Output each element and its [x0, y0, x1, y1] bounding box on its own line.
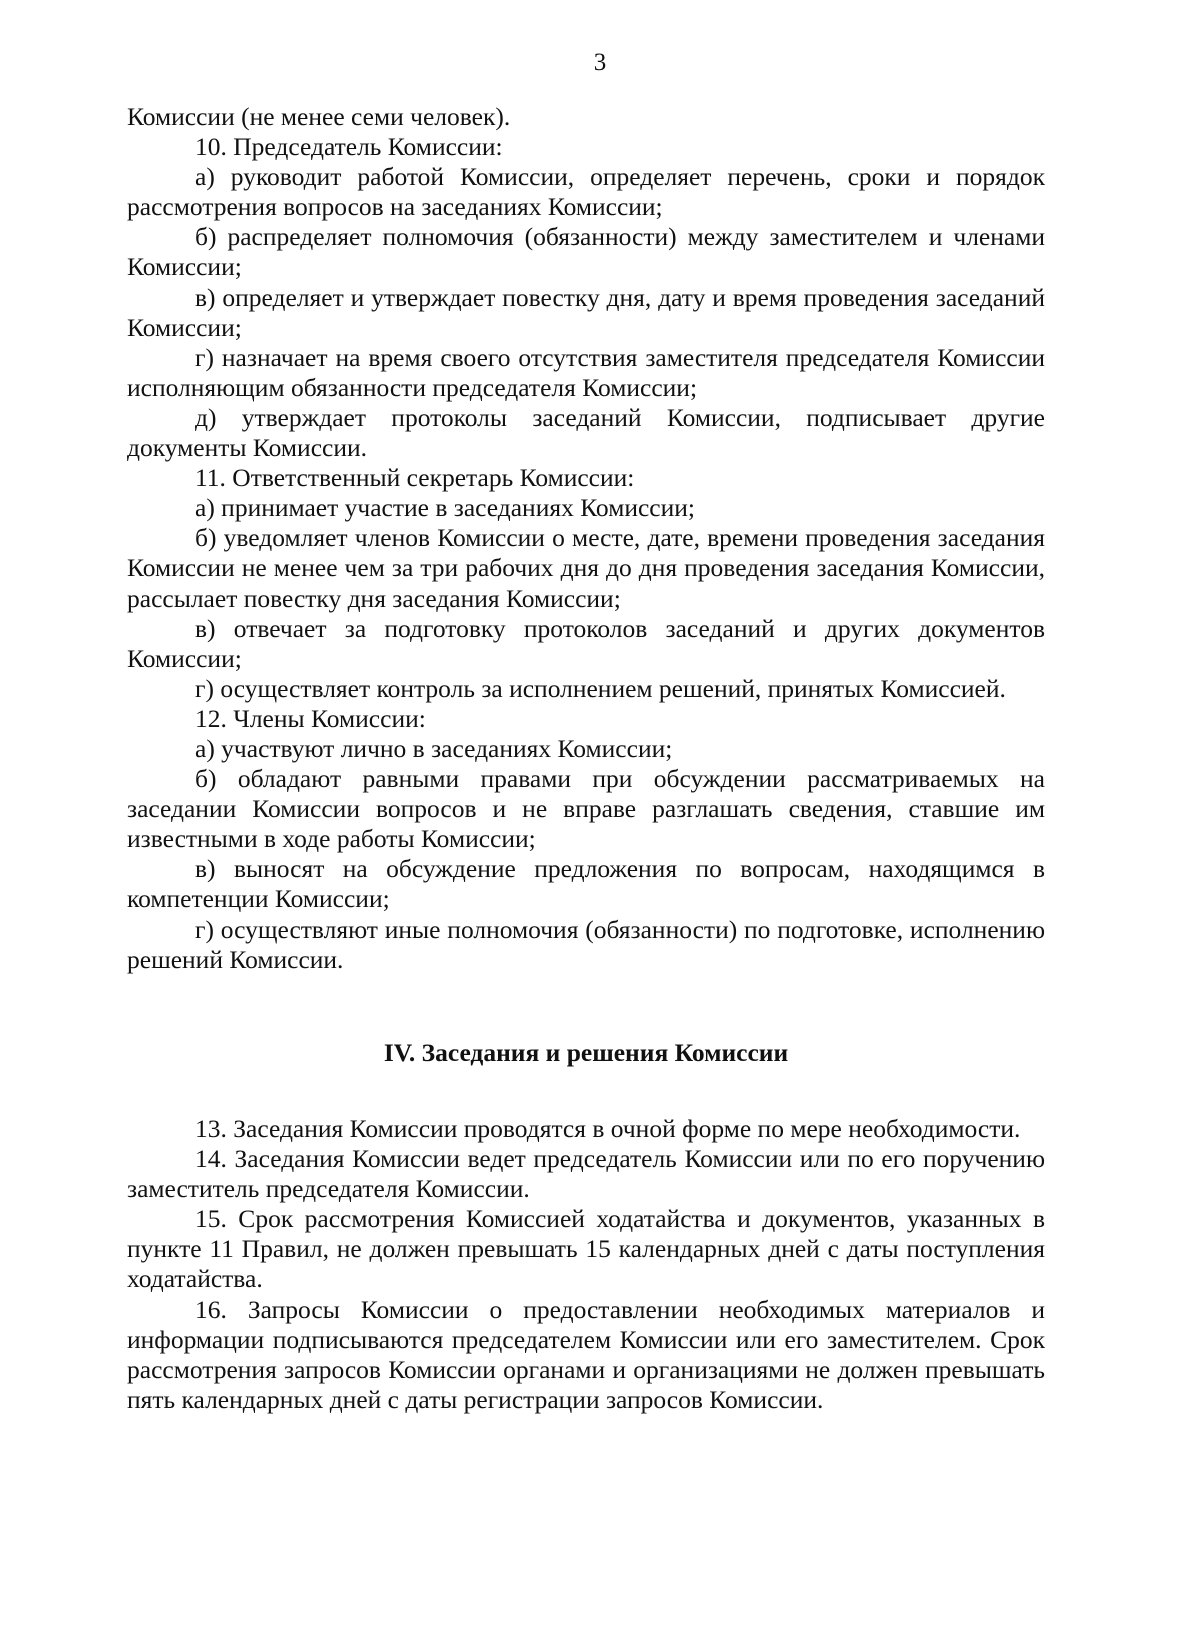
paragraph: а) принимает участие в заседаниях Комиссии;: [195, 493, 695, 523]
paragraph: а) участвуют лично в заседаниях Комиссии;: [195, 733, 673, 763]
paragraph: 11. Ответственный секретарь Комиссии:: [195, 463, 635, 493]
paragraph: Комиссии (не менее семи человек).: [127, 102, 511, 131]
body-text-lower: [127, 1114, 1045, 1415]
paragraph: в) определяет и утверждает повестку дня, дату и время проведения заседаний Комиссии;: [127, 282, 1045, 342]
paragraph: 16. Запросы Комиссии о предоставлении необходимых материалов и информации подписываются председателем Комиссии или его заместителем. Срок рассмотрения запросов Комиссии органами и организациями не должен превышать пять календарных дней с даты регистрации запросов Комиссии.: [127, 1294, 1045, 1414]
paragraph: 12. Члены Комиссии:: [195, 703, 426, 733]
paragraph: б) уведомляет членов Комиссии о месте, дате, времени проведения заседания Комиссии не менее чем за три рабочих дня до дня проведения заседания Комиссии, рассылает повестку дня заседания Комиссии;: [127, 523, 1045, 613]
paragraph: г) назначает на время своего отсутствия заместителя председателя Комиссии исполняющим обязанности председателя Комиссии;: [127, 342, 1045, 402]
paragraph: в) отвечает за подготовку протоколов заседаний и других документов Комиссии;: [127, 613, 1045, 673]
paragraph: д) утверждает протоколы заседаний Комиссии, подписывает другие документы Комиссии.: [127, 402, 1045, 463]
paragraph: 10. Председатель Комиссии:: [195, 132, 503, 162]
paragraph: в) выносят на обсуждение предложения по вопросам, находящимся в компетенции Комиссии;: [127, 854, 1045, 914]
section-heading: IV. Заседания и решения Комиссии: [383, 1038, 789, 1067]
paragraph: б) распределяет полномочия (обязанности) между заместителем и членами Комиссии;: [127, 222, 1045, 282]
paragraph: г) осуществляет контроль за исполнением решений, принятых Комиссией.: [195, 673, 1006, 703]
paragraph: б) обладают равными правами при обсуждении рассматриваемых на заседании Комиссии вопросов и не вправе разглашать сведения, ставшие им известными в ходе работы Комиссии;: [127, 764, 1045, 854]
paragraph: 13. Заседания Комиссии проводятся в очной форме по мере необходимости.: [195, 1114, 1021, 1143]
paragraph: г) осуществляют иные полномочия (обязанности) по подготовке, исполнению решений Комиссии.: [127, 914, 1045, 974]
body-text-upper: [127, 102, 1045, 975]
paragraph: 14. Заседания Комиссии ведет председатель Комиссии или по его поручению заместитель председателя Комиссии.: [127, 1144, 1045, 1204]
paragraph: а) руководит работой Комиссии, определяет перечень, сроки и порядок рассмотрения вопросов на заседаниях Комиссии;: [127, 162, 1045, 222]
page-number: 3: [593, 49, 607, 76]
paragraph: 15. Срок рассмотрения Комиссией ходатайства и документов, указанных в пункте 11 Правил, не должен превышать 15 календарных дней с даты поступления ходатайства.: [127, 1204, 1045, 1294]
